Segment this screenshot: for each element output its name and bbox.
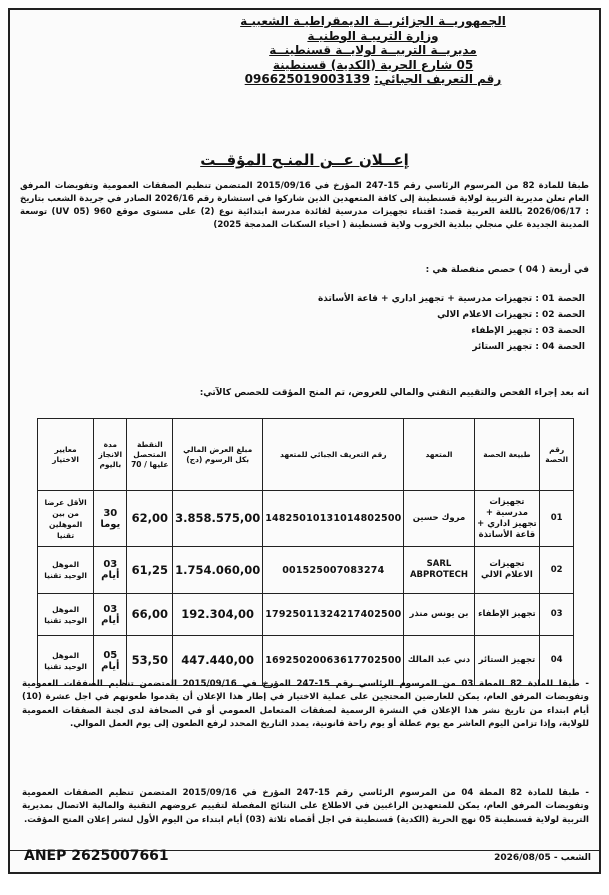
lot-item: الحصة 03 : تجهيز الإطفاء [471, 326, 585, 336]
header-duration: مدة الانجاز باليوم [94, 419, 127, 491]
announcement-page [8, 8, 601, 874]
table-row [38, 594, 574, 636]
header-tax-id: رقم التعريف الجبائي للمتعهد [263, 419, 404, 491]
ministry-name: وزارة التربيـة الوطنيـة [307, 28, 439, 43]
cell-score: 61,25 [127, 547, 173, 594]
cell-tax-id: 001525007083274 [263, 547, 404, 594]
header-bidder: المتعهد [404, 419, 474, 491]
republic-name: الجمهوريــة الجزائريــة الديمقراطيـة الشعبيـة [240, 14, 506, 28]
cell-lot-no: 04 [540, 636, 574, 686]
cell-amount: 1.754.060,00 [173, 547, 263, 594]
table-row [38, 491, 574, 547]
cell-duration: 03 أيام [94, 594, 127, 636]
award-table [37, 418, 574, 686]
cell-bidder: مروك حسين [404, 491, 474, 547]
publication-date: 2026/08/05 [494, 853, 551, 863]
anep-reference: ANEP 2625007661 [24, 848, 169, 864]
directorate-address: 05 شارع الحرية (الكدية) قسنطينة [272, 57, 474, 72]
cell-criteria: الموهل الوحيد تقنيا [38, 547, 94, 594]
directorate-name: مديريــة التربيــة لولايــة قسنطينــة [269, 43, 477, 57]
cell-bidder: بن يونس منذر [404, 594, 474, 636]
cell-nature: تجهيزات مدرسية + تجهيز اداري + قاعة الأساتذة [474, 491, 540, 547]
lot-item: الحصة 01 : تجهيزات مدرسية + تجهيز اداري + قاعة الأساتذة [317, 294, 585, 304]
cell-bidder: SARL ABPROTECH [404, 547, 474, 594]
cell-amount: 447.440,00 [173, 636, 263, 686]
tax-id-line [153, 72, 593, 87]
cell-duration: 05 أيام [94, 636, 127, 686]
appeal-paragraph: - طبقا للمادة 82 المطة 03 من المرسوم الرئاسي رقم 15-247 المؤرخ في 2015/09/16 المتضمن تنظيم الصفقات العمومية وتفويضات المرفق العام، يمكن للعارضين المحتجين على عملية الاختيار في إطار هذا الإعلان أن يقدموا طعونهم في اجل عشرة (10) أيام ابتداء من تاريخ نشر هذا الإعلان في النشرة الرسمية لصفقات المتعامل العمومي أو في الصحافة لدى لجنة الصفقات العمومية للولاية، وإذا تزامن اليوم العاشر مع يوم عطلة أو يوم راحة قانونية، يمدد التاريخ المحدد لرفع الطعون إلى يوم العمل الموالي. [22, 679, 590, 729]
cell-duration: 30 يوما [94, 491, 127, 547]
cell-score: 66,00 [127, 594, 173, 636]
cell-lot-no: 03 [540, 594, 574, 636]
cell-amount: 3.858.575,00 [173, 491, 263, 547]
lots-intro: في أربعة ( 04 ) حصص منفصلة هي : [425, 265, 589, 275]
cell-score: 53,50 [127, 636, 173, 686]
cell-criteria: الموهل الوحيد تقنيا [38, 636, 94, 686]
cell-tax-id: 17925011324217402500 [263, 594, 404, 636]
consultation-paragraph: - طبقا للمادة 82 المطة 04 من المرسوم الرئاسي رقم 15-247 المؤرخ في 2015/09/16 المتضمن تنظيم الصفقات العمومية وتفويضات المرفق العام، يمكن للمتعهدين الراغبين في الاطلاع على النتائج المفصلة لتقييم عروضهم التقنية والمالية الاتصال بمديرية التربية لولاية قسنطينة 05 نهج الحرية (الكدية) قسنطينة في اجل أقصاه ثلاثة (03) أيام ابتداء من اليوم الأول لنشر إعلان المنح المؤقت. [22, 788, 590, 825]
header-nature: طبيعة الحصة [474, 419, 540, 491]
announcement-title: إعــلان عــن المنـح المؤقــت [200, 151, 409, 169]
cell-nature: تجهيز الستائر [474, 636, 540, 686]
cell-bidder: دني عبد المالك [404, 636, 474, 686]
cell-criteria: الموهل الوحيد تقنيا [38, 594, 94, 636]
lots-list [318, 291, 585, 355]
evaluation-statement: انه بعد إجراء الفحص والتقييم التقني والمالي للعروض، تم المنح المؤقت للحصص كالآتي: [199, 388, 589, 398]
cell-tax-id: 14825010131014802500 [263, 491, 404, 547]
tax-id-value: 096625019003139 [244, 72, 370, 86]
lot-item: الحصة 02 : تجهيزات الاعلام الالي [437, 310, 585, 320]
newspaper-name: الشعب [560, 853, 591, 863]
cell-lot-no: 02 [540, 547, 574, 594]
cell-amount: 192.304,00 [173, 594, 263, 636]
cell-criteria: الأقل عرضا من بين الموهلين تقنيا [38, 491, 94, 547]
header-criteria: معايير الاختيار [38, 419, 94, 491]
cell-score: 62,00 [127, 491, 173, 547]
cell-tax-id: 16925020063617702500 [263, 636, 404, 686]
cell-duration: 03 أيام [94, 547, 127, 594]
tax-id-label: رقم التعريف الجبائي: [374, 72, 502, 86]
newspaper-footer: الشعب - 2026/08/05 [494, 853, 591, 863]
table-row [38, 547, 574, 594]
cell-nature: تجهيزات الاعلام الالي [474, 547, 540, 594]
cell-nature: تجهيز الإطفاء [474, 594, 540, 636]
lot-item: الحصة 04 : تجهيز الستائر [472, 342, 585, 352]
letterhead [153, 14, 593, 87]
table-header-row [38, 419, 574, 491]
header-score: النقطة المتحصل عليها / 70 [127, 419, 173, 491]
header-amount: مبلغ العرض المالي بكل الرسوم (دج) [173, 419, 263, 491]
intro-paragraph: طبقا للمادة 82 من المرسوم الرئاسي رقم 15-247 المؤرخ في 2015/09/16 المتضمن تنظيم الصفقات العمومية وتفويضات المرفق العام تعلن مديرية التربية لولاية قسنطينة إلى كافة المتعهدين الذين شاركوا في استشارة رقم 2026/16 الصادر في جريدة الشعب بتاريخ : 2026/06/17 باللغة العربية قصد: اقتناء تجهيزات مدرسية لفائدة مدرسة ابتدائية نوع (2) على مستوى موقع 960 (UV 05) توسعة المدينة الجديدة علي منجلي ببلدية الخروب ولاية قسنطينة ( احياء السكنات المدمجة 2025) [20, 181, 589, 230]
cell-lot-no: 01 [540, 491, 574, 547]
header-lot-no: رقم الحصة [540, 419, 574, 491]
